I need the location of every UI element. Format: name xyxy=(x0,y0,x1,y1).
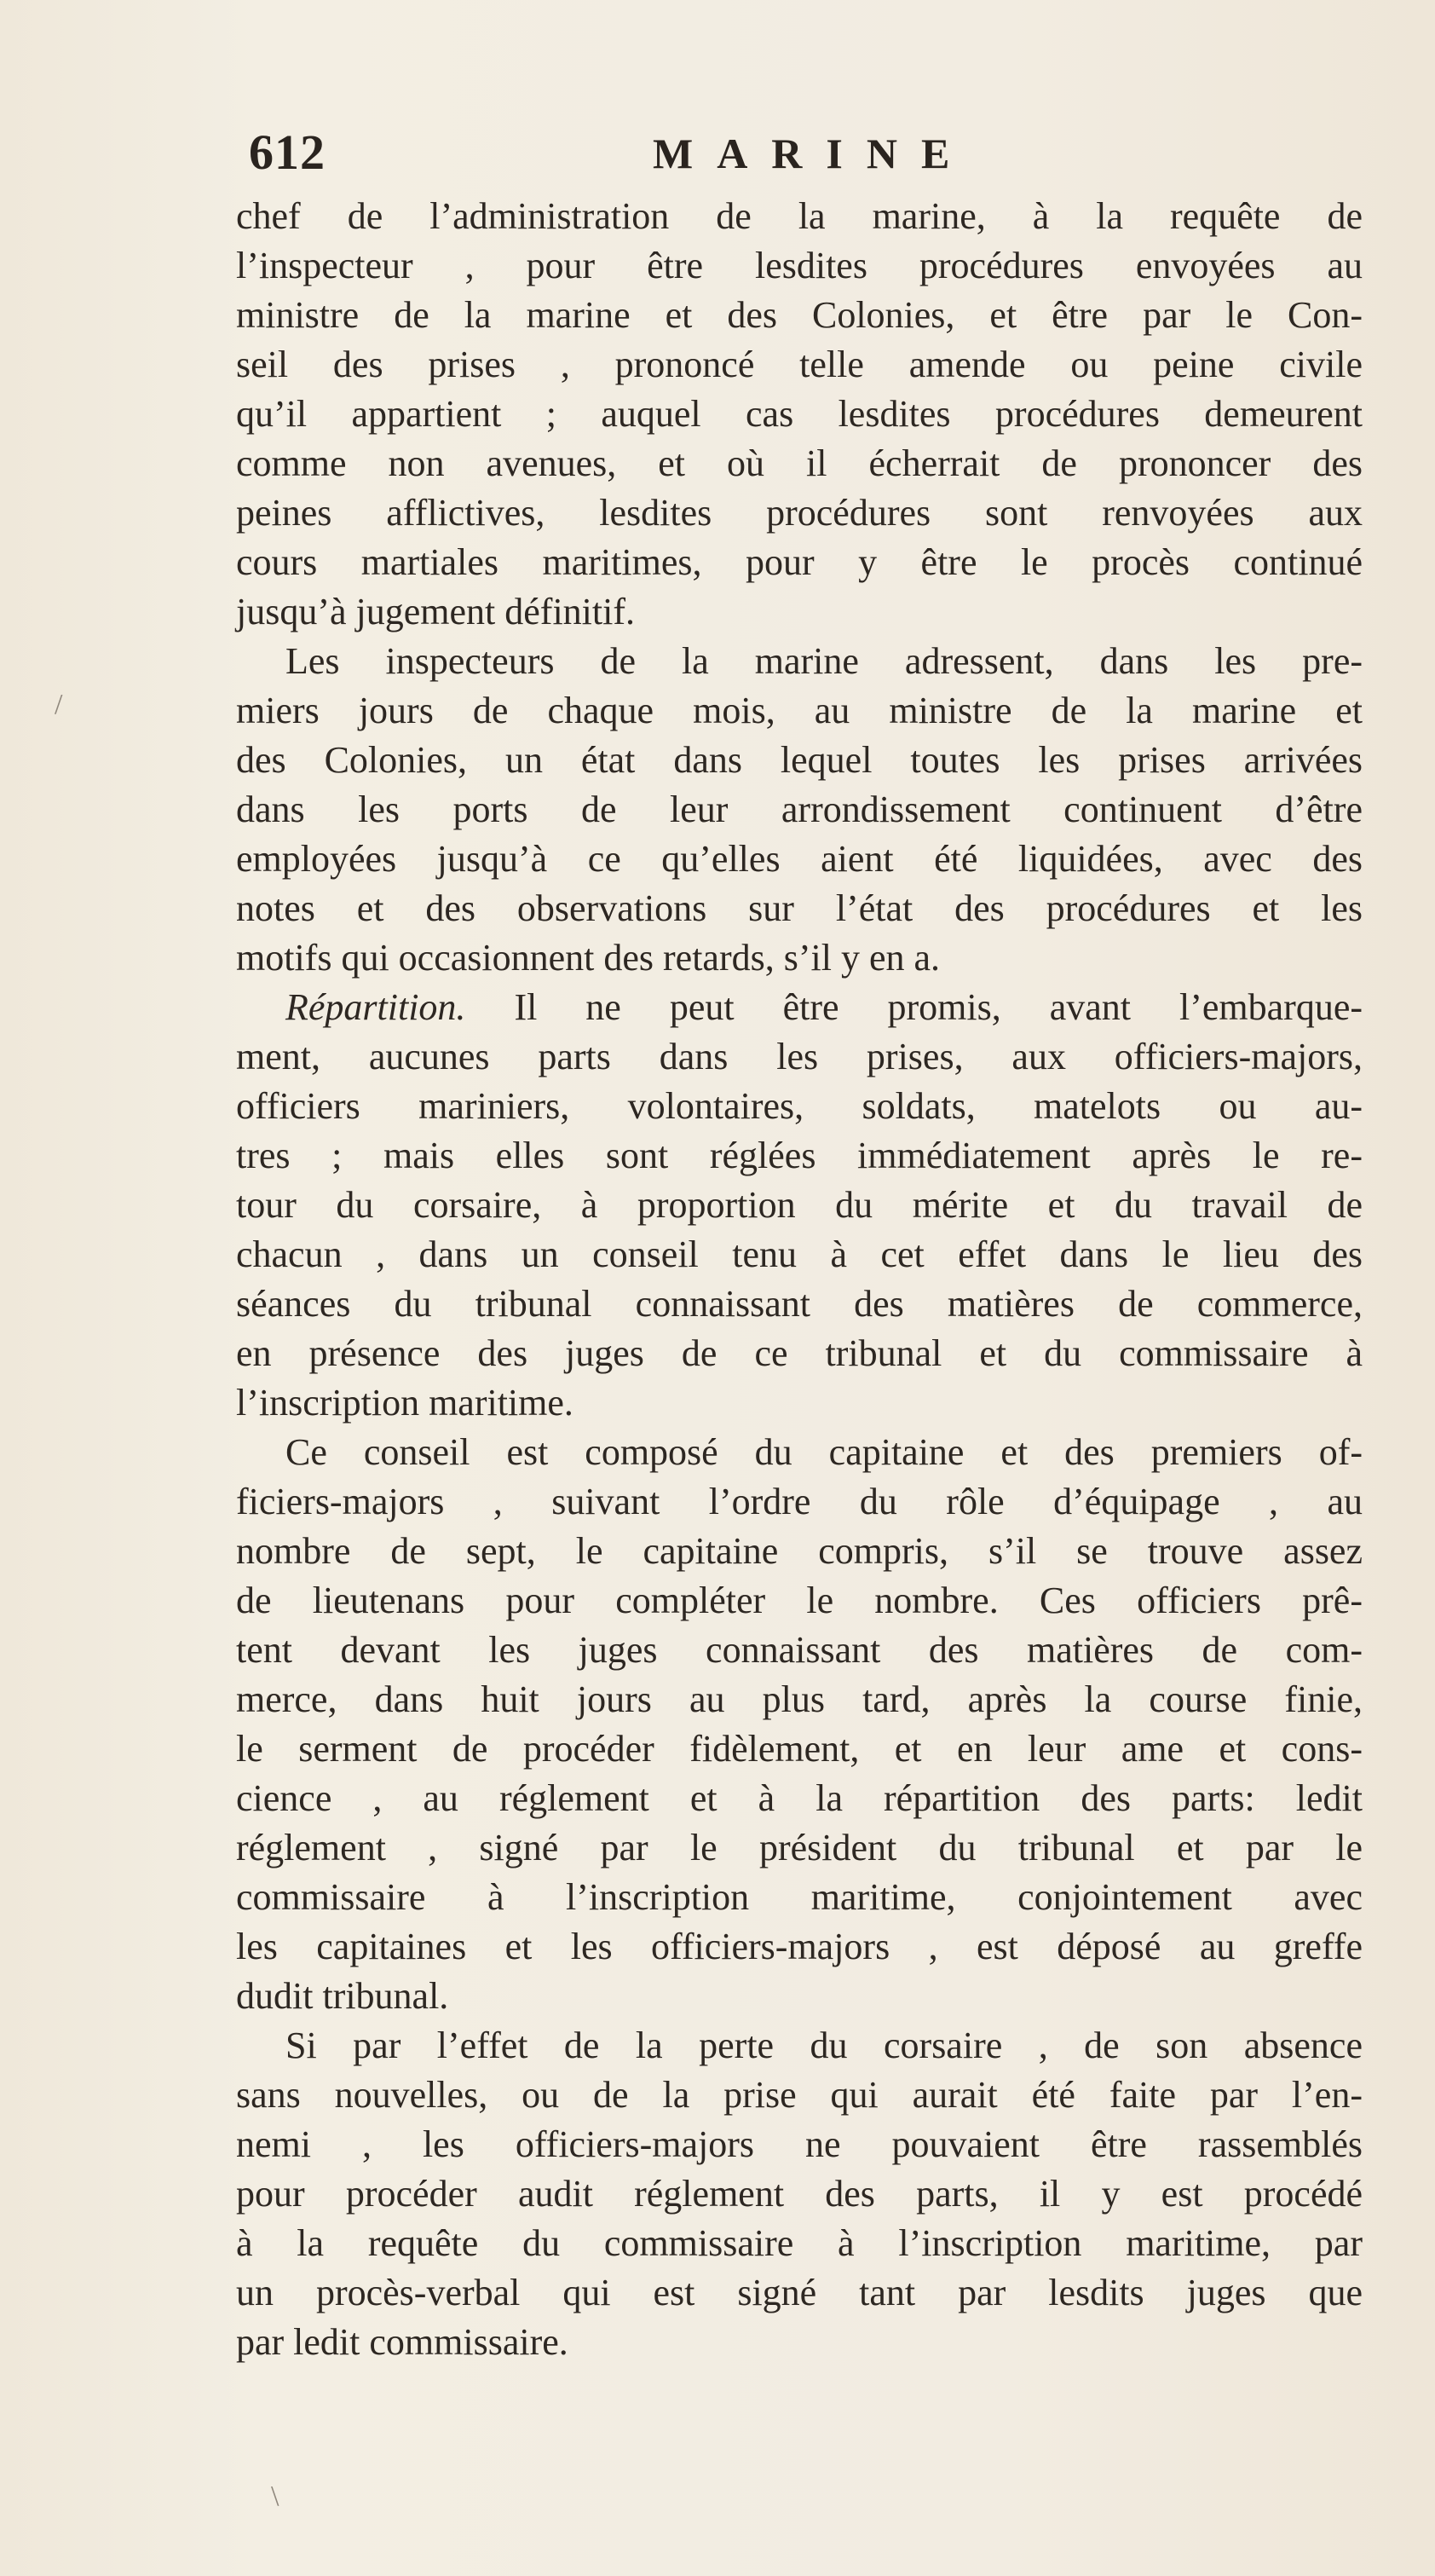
text-line: cience , au réglement et à la répartition des parts: ledit xyxy=(236,1777,1363,1819)
running-head: MARINE xyxy=(653,130,974,177)
text-line: motifs qui occasionnent des retards, s’il y en a. xyxy=(236,937,941,979)
text-line: ministre de la marine et des Colonies, et être par le Con- xyxy=(236,294,1363,336)
text-line: cours martiales maritimes, pour y être le procès continué xyxy=(236,541,1363,583)
text-line: à la requête du commissaire à l’inscription maritime, par xyxy=(236,2222,1363,2264)
text-line: nemi , les officiers-majors ne pouvaient être rassemblés xyxy=(236,2123,1363,2165)
text-line: pour procéder audit réglement des parts, il y est procédé xyxy=(236,2173,1363,2215)
text-line: Si par l’effet de la perte du corsaire , de son absence xyxy=(285,2024,1363,2066)
text-line: commissaire à l’inscription maritime, conjointement avec xyxy=(236,1876,1363,1918)
text-line: l’inscription maritime. xyxy=(236,1382,573,1424)
text-run: Il ne peut être promis, avant l’embarque- xyxy=(514,986,1363,1028)
text-line: jusqu’à jugement définitif. xyxy=(236,591,635,632)
text-line: l’inspecteur , pour être lesdites procédures envoyées au xyxy=(236,245,1363,286)
text-line: chef de l’administration de la marine, à la requête de xyxy=(236,195,1363,237)
text-line: dudit tribunal. xyxy=(236,1975,449,2017)
text-line: qu’il appartient ; auquel cas lesdites procédures demeurent xyxy=(236,393,1363,435)
text-line: un procès-verbal qui est signé tant par lesdits juges que xyxy=(236,2272,1363,2313)
text-line: tour du corsaire, à proportion du mérite et du travail de xyxy=(236,1184,1363,1226)
text-line: par ledit commissaire. xyxy=(236,2321,568,2363)
text-line: sans nouvelles, ou de la prise qui aurait été faite par l’en- xyxy=(236,2074,1363,2116)
text-line: dans les ports de leur arrondissement continuent d’être xyxy=(236,788,1363,830)
text-line: officiers mariniers, volontaires, soldats, matelots ou au- xyxy=(236,1085,1363,1127)
text-line: employées jusqu’à ce qu’elles aient été liquidées, avec des xyxy=(236,838,1363,880)
text-line: merce, dans huit jours au plus tard, après la course finie, xyxy=(236,1678,1363,1720)
text-line: notes et des observations sur l’état des procédures et les xyxy=(236,887,1363,929)
text-line: réglement , signé par le président du tribunal et par le xyxy=(236,1827,1363,1868)
text-line: tres ; mais elles sont réglées immédiatement après le re- xyxy=(236,1135,1363,1176)
text-line: chacun , dans un conseil tenu à cet effet dans le lieu des xyxy=(236,1233,1363,1275)
text-line: ficiers-majors , suivant l’ordre du rôle d’équipage , au xyxy=(236,1481,1363,1522)
text-line: nombre de sept, le capitaine compris, s’il se trouve assez xyxy=(236,1530,1363,1572)
body-text xyxy=(236,192,1363,2367)
text-line: tent devant les juges connaissant des matières de com- xyxy=(236,1629,1363,1671)
text-line: le serment de procéder fidèlement, et en leur ame et cons- xyxy=(236,1728,1363,1770)
section-heading: Répartition. xyxy=(285,986,466,1028)
text-line: ment, aucunes parts dans les prises, aux officiers-majors, xyxy=(236,1036,1363,1077)
text-line: Ce conseil est composé du capitaine et des premiers of- xyxy=(285,1431,1363,1473)
text-line: peines afflictives, lesdites procédures sont renvoyées aux xyxy=(236,492,1363,534)
text-line: les capitaines et les officiers-majors , est déposé au greffe xyxy=(236,1926,1363,1967)
page-number: 612 xyxy=(249,124,326,180)
page-header xyxy=(249,124,1391,183)
margin-tick-mark: \ xyxy=(271,2481,280,2512)
text-line: de lieutenans pour compléter le nombre. Ces officiers prê- xyxy=(236,1580,1363,1621)
text-line: séances du tribunal connaissant des matières de commerce, xyxy=(236,1283,1363,1325)
text-line: miers jours de chaque mois, au ministre de la marine et xyxy=(236,690,1363,731)
margin-slash-mark: / xyxy=(55,689,63,720)
text-line: Les inspecteurs de la marine adressent, dans les pre- xyxy=(285,640,1363,682)
text-line: des Colonies, un état dans lequel toutes les prises arrivées xyxy=(236,739,1363,781)
text-line: en présence des juges de ce tribunal et du commissaire à xyxy=(236,1332,1363,1374)
text-line: seil des prises , prononcé telle amende ou peine civile xyxy=(236,344,1363,385)
text-line: comme non avenues, et où il écherrait de prononcer des xyxy=(236,442,1363,484)
text-line xyxy=(236,983,1363,1032)
